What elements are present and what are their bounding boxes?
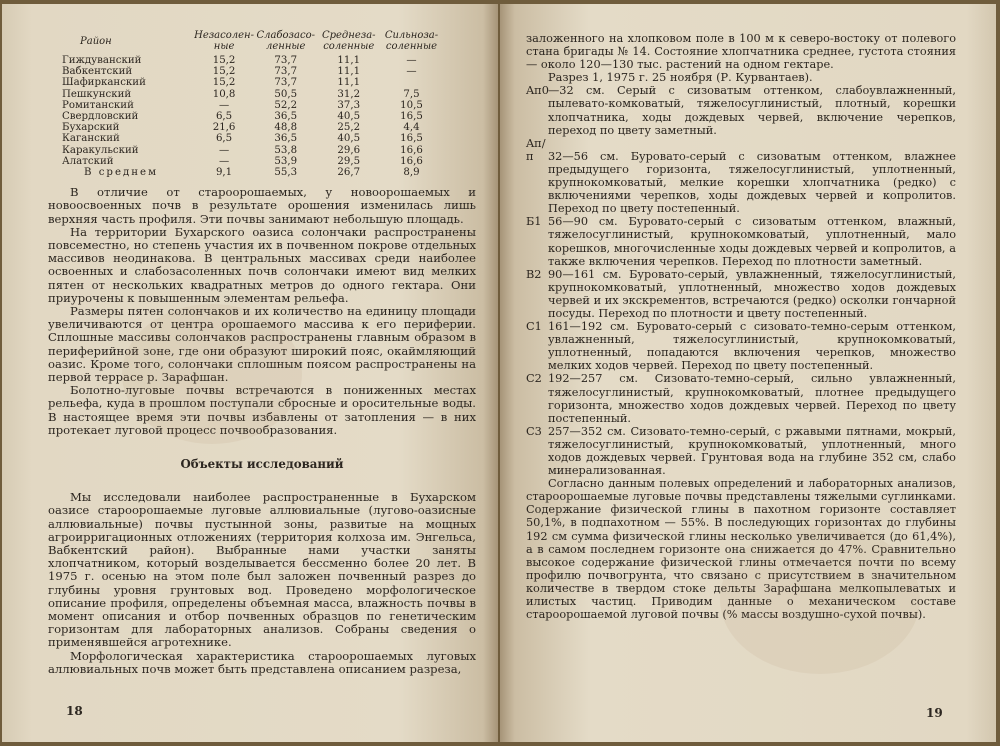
table-cell: 16,5	[400, 111, 423, 123]
horizon-text: 56—90 см. Буровато-серый с сизоватым оттенком, влажный, тяжелосуглинистый, крупнокомковатый, уплотненный, мало корешков, многочисленные ходы дождевых червей и копролитов, а также включения черепков. Переход по плотности заметный.	[548, 215, 956, 268]
table-cell: —	[218, 155, 230, 167]
paragraph: Размеры пятен солончаков и их количество на единицу площади увеличиваются от центра орошаемого массива к его периферии. Сплошные массивы солончаков распространены главным образом в периферийной зоне, где они образуют широкий пояс, окаймляющий оазис. Кроме того, солончаки сплошным поясом распространены на первой террасе р. Зарафшан.	[48, 304, 476, 385]
table-row	[62, 89, 442, 100]
table-cell: 73,7	[274, 77, 298, 89]
table-row	[62, 122, 442, 133]
horizon-text: 192—257 см. Сизовато-темно-серый, сильно увлажненный, тяжелосуглинистый, крупнокомковатый, плотнее предыдущего горизонта, множество ходов дождевых червей. Переход по цвету постепенный.	[548, 372, 956, 425]
table-header-cell: Незасолен-ные	[194, 30, 255, 52]
table-cell: 11,1	[337, 66, 361, 78]
table-body	[62, 55, 442, 178]
district-name: Шафирканский	[62, 77, 146, 89]
table-cell: 7,5	[403, 88, 420, 100]
table-cell: 29,5	[337, 155, 361, 167]
horizon-text: 90—161 см. Буровато-серый, увлажненный, тяжелосуглинистый, крупнокомковатый, уплотненный, множество ходов дождевых червей и их экскрементов, встречаются (редко) осколки гончарной посуды. Переход по плотности и цвету постепенный.	[548, 267, 956, 320]
table-cell: —	[218, 99, 230, 111]
table-cell: 8,9	[403, 167, 420, 179]
horizon-tag: Aп/п	[526, 136, 546, 163]
table-row	[62, 111, 442, 122]
paragraph: заложенного на хлопковом поле в 100 м к северо-востоку от полевого стана бригады № 14. Состояние хлопчатника среднее, густота стояния — около 120—130 тыс. растений на одном гектаре.	[526, 32, 956, 72]
table-cell: 26,7	[337, 167, 361, 179]
table-row	[62, 100, 442, 111]
horizon-tag: Aп0	[526, 84, 549, 98]
table-cell: 53,9	[274, 155, 298, 167]
table-cell: 36,5	[274, 111, 298, 123]
paper-stain	[122, 304, 302, 444]
table-cell: —	[218, 144, 230, 156]
horizon-text: 32—56 см. Буровато-серый с сизоватым оттенком, влажнее предыдущего горизонта, тяжелосуглинистый, уплотненный, крупнокомковатый, мелкие корешки хлопчатника (редко) с включениями черепков, ходы дождевых червей и копролитов. Переход по цвету постепенный.	[548, 149, 956, 216]
horizon-description	[526, 425, 956, 477]
table-cell: 15,2	[212, 77, 236, 89]
table-row	[62, 156, 442, 167]
table-cell: 15,2	[212, 55, 236, 66]
table-cell: 16,6	[400, 144, 423, 156]
table-cell: 10,5	[400, 99, 423, 111]
horizon-text: 257—352 см. Сизовато-темно-серый, с ржавыми пятнами, мокрый, тяжелосуглинистый, крупнокомковатый, уплотненный, много ходов дождевых червей. Грунтовая вода на глубине 352 см, слабо минерализованная.	[548, 424, 956, 478]
table-cell: 31,2	[337, 88, 361, 100]
horizon-text: —32 см. Серый с сизоватым оттенком, слабоувлажненный, пылевато-комковатый, тяжелосуглинистый, плотный, корешки хлопчатника, ходы дождевых червей, включение черепков, переход по цвету заметный.	[548, 84, 956, 137]
table-cell: 36,5	[274, 133, 298, 145]
table-cell: 50,5	[274, 88, 298, 100]
table-row	[62, 133, 442, 144]
table-header-row	[62, 30, 442, 55]
table-cell: 40,5	[337, 111, 361, 123]
table-cell: 73,7	[274, 66, 298, 78]
table-cell: 6,5	[215, 111, 233, 123]
table-cell: 9,1	[215, 167, 233, 179]
table-cell: 37,3	[337, 99, 361, 111]
table-header-cell: Район	[80, 35, 112, 47]
table-row	[62, 55, 442, 66]
horizon-description	[526, 137, 956, 216]
district-name: Гиждуванский	[62, 55, 142, 66]
horizon-list	[526, 84, 956, 477]
district-name: Каганский	[62, 133, 120, 145]
table-cell: 16,5	[400, 133, 423, 145]
horizon-tag: С1	[526, 320, 542, 334]
district-name: В среднем	[84, 167, 158, 179]
table-cell: 15,2	[212, 66, 236, 78]
table-cell: 11,1	[337, 77, 361, 89]
table-row	[62, 77, 442, 88]
paragraph: Согласно данным полевых определений и лабораторных анализов, староорошаемые луговые почвы представлены тяжелыми суглинками. Содержание физической глины в пахотном горизонте составляет 50,1%, в подпахотном — 55%. В последующих горизонтах до глубины 192 см сумма физической глины несколько увеличивается (до 61,4%), а в самом последнем горизонте она снижается до 47%. Сравнительно высокое содержание физической глины отмечается почти по всему профилю почвогрунта, что связано с присутствием в значительном количестве в твердом стоке дельты Зарафшана мелкопылеватых и илистых частиц. Приводим данные о механическом составе староорошаемой луговой почвы (% массы воздушно-сухой почвы).	[526, 477, 956, 622]
table-header-cell: Среднеза-соленные	[321, 30, 376, 52]
table-cell: 55,3	[274, 167, 298, 179]
paragraph: Мы исследовали наиболее распространенные в Бухарском оазисе староорошаемые луговые аллювиальные (лугово-оазисные аллювиальные) почвы пустынной зоны, развитые на мощных агроирригационных отложениях (территория колхоза им. Энгельса, Вабкентский район). Выбранные нами участки заняты хлопчатником, который возделывается бессменно более 20 лет. В 1975 г. осенью на этом поле был заложен почвенный разрез до глубины уровня грунтовых вод. Проведено морфологическое описание профиля, определены объемная масса, влажность почвы в момент описания и отбор почвенных образцов по генетическим горизонтам для лабораторных анализов. Собраны сведения о применявшейся агротехнике.	[48, 490, 476, 650]
paragraph: В отличие от староорошаемых, у новоорошаемых и новоосвоенных почв в результате орошения изменилась лишь верхняя часть профиля. Эти почвы занимают небольшую площадь.	[48, 185, 476, 226]
horizon-description	[526, 372, 956, 424]
district-name: Алатский	[62, 155, 114, 167]
paragraph: Болотно-луговые почвы встречаются в пониженных местах рельефа, куда в прошлом поступали сбросные и оросительные воды. В настоящее время эти почвы избавлены от затопления — в них протекает луговой процесс почвообразования.	[48, 383, 476, 437]
paragraph: Морфологическая характеристика староорошаемых луговых аллювиальных почв может быть представлена описанием разреза,	[48, 648, 476, 676]
table-row	[62, 66, 442, 77]
table-cell: 21,6	[212, 122, 236, 134]
table-row	[62, 145, 442, 156]
district-name: Пешкунский	[62, 88, 132, 100]
table-cell: 6,5	[215, 133, 233, 145]
table-cell: 16,6	[400, 155, 423, 167]
table-row	[62, 167, 442, 178]
table-cell	[381, 77, 442, 88]
section-title: Разрез 1, 1975 г. 25 ноября (Р. Курвантаев).	[548, 71, 813, 85]
horizon-text: 161—192 см. Буровато-серый с сизовато-темно-серым оттенком, увлажненный, тяжелосуглинистый, крупнокомковатый, уплотненный, попадаются включения черепков, множество мелких ходов червей. Переход по цвету постепенный.	[548, 320, 956, 373]
table-cell: —	[406, 66, 417, 78]
table-cell: 52,2	[274, 99, 298, 111]
horizon-description	[526, 268, 956, 320]
paragraph: На территории Бухарского оазиса солончаки распространены повсеместно, но степень участия их в почвенном покрове отдельных массивов неодинакова. В центральных массивах среди наиболее освоенных и слабозасоленных почв солончаки имеют вид мелких пятен от нескольких квадратных метров до одного гектара. Они приурочены к повышенным элементам рельефа.	[48, 224, 476, 305]
horizon-tag: С3	[526, 424, 542, 438]
table-cell: 53,8	[274, 144, 298, 156]
table-cell: —	[406, 55, 417, 66]
table-cell: 40,5	[337, 133, 361, 145]
page-number: 19	[926, 706, 943, 720]
district-name: Каракульский	[62, 144, 139, 156]
table-cell: 25,2	[337, 122, 361, 134]
page-number: 18	[66, 704, 83, 718]
table-cell: 48,8	[274, 122, 298, 134]
district-name: Ромитанский	[62, 99, 134, 111]
paper-stain	[720, 524, 920, 674]
horizon-tag: В2	[526, 267, 542, 281]
horizon-description	[526, 215, 956, 267]
table-cell: 29,6	[337, 144, 361, 156]
table-cell: 4,4	[403, 122, 420, 134]
district-name: Бухарский	[62, 122, 120, 134]
section-heading: Объекты исследований	[180, 457, 344, 472]
table-cell: 73,7	[274, 55, 298, 66]
district-name: Вабкентский	[62, 66, 133, 78]
district-name: Свердловский	[62, 111, 139, 123]
table-cell: 11,1	[337, 55, 361, 66]
table-header-cell: Слабозасо-ленные	[256, 30, 315, 52]
left-page	[2, 4, 498, 742]
table-cell: 10,8	[212, 88, 236, 100]
table-header-cell: Сильноза-соленные	[384, 30, 439, 52]
horizon-description	[526, 320, 956, 372]
salinity-table	[62, 30, 442, 178]
horizon-description	[526, 84, 956, 136]
right-page	[500, 4, 996, 742]
horizon-tag: Б1	[526, 215, 542, 229]
horizon-tag: С2	[526, 372, 542, 386]
